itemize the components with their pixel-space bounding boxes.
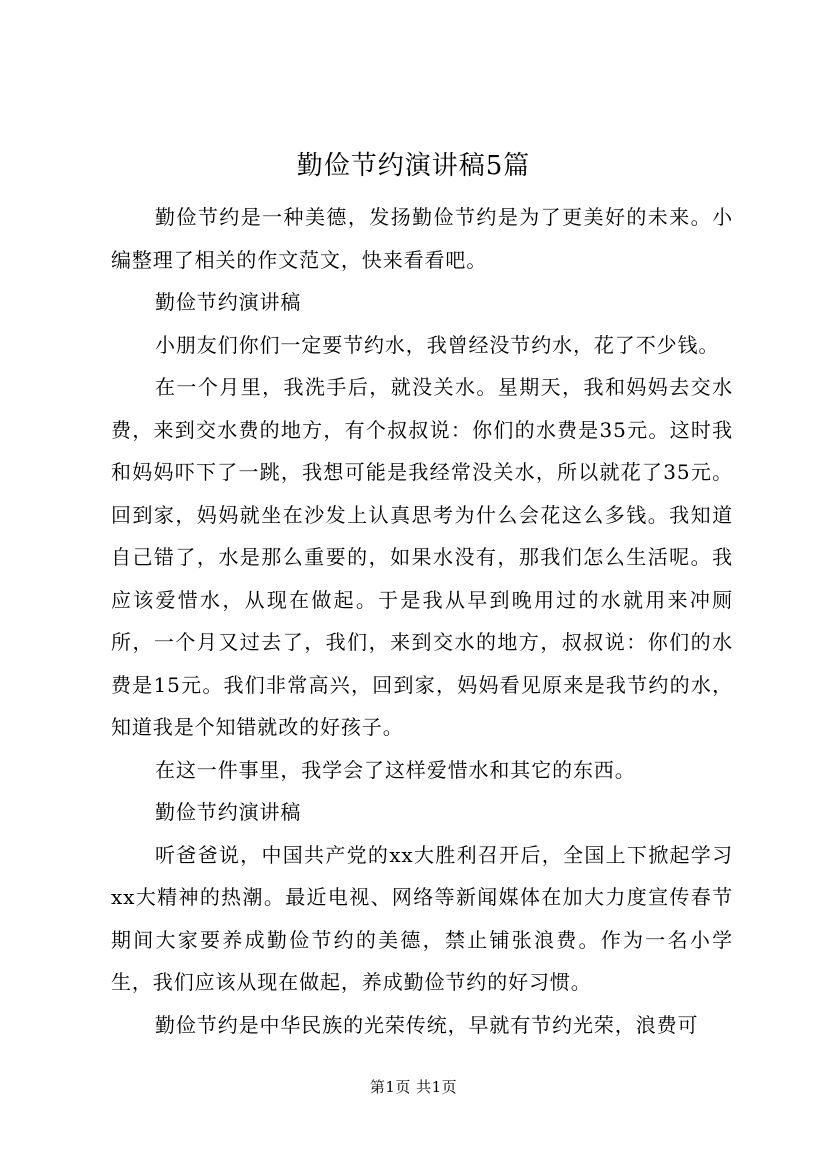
paragraph: 勤俭节约是中华民族的光荣传统，早就有节约光荣，浪费可	[155, 1012, 699, 1037]
section-heading: 勤俭节约演讲稿	[155, 290, 302, 314]
section-heading: 勤俭节约演讲稿	[155, 800, 302, 824]
paragraph: 在一个月里，我洗手后，就没关水。星期天，我和妈妈去交水费，来到交水费的地方，有个叔叔说：你们的水费是35元。这时我和妈妈吓下了一跳，我想可能是我经常没关水，所以就花了35元。回到家，妈妈就坐在沙发上认真思考为什么会花这么多钱。我知道自己错了，水是那么重要的，如果水没有，那我们怎么生活呢。我应该爱惜水，从现在做起。于是我从早到晚用过的水就用来冲厕所，一个月又过去了，我们，来到交水的地方，叔叔说：你们的水费是15元。我们非常高兴，回到家，妈妈看见原来是我节约的水，知道我是个知错就改的好孩子。	[111, 375, 733, 739]
document-title: 勤俭节约演讲稿5篇	[296, 151, 531, 181]
paragraph: 小朋友们你们一定要节约水，我曾经没节约水，花了不少钱。	[155, 332, 720, 357]
document-body	[111, 196, 733, 1046]
paragraph-intro: 勤俭节约是一种美德，发扬勤俭节约是为了更美好的未来。小编整理了相关的作文范文，快来看看吧。	[111, 205, 733, 272]
page-footer: 第1页 共1页	[369, 1078, 458, 1096]
paragraph: 听爸爸说，中国共产党的xx大胜利召开后，全国上下掀起学习xx大精神的热潮。最近电视、网络等新闻媒体在加大力度宣传春节期间大家要养成勤俭节约的美德，禁止铺张浪费。作为一名小学生，我们应该从现在做起，养成勤俭节约的好习惯。	[111, 842, 733, 994]
paragraph: 在这一件事里，我学会了这样爱惜水和其它的东西。	[155, 757, 636, 782]
